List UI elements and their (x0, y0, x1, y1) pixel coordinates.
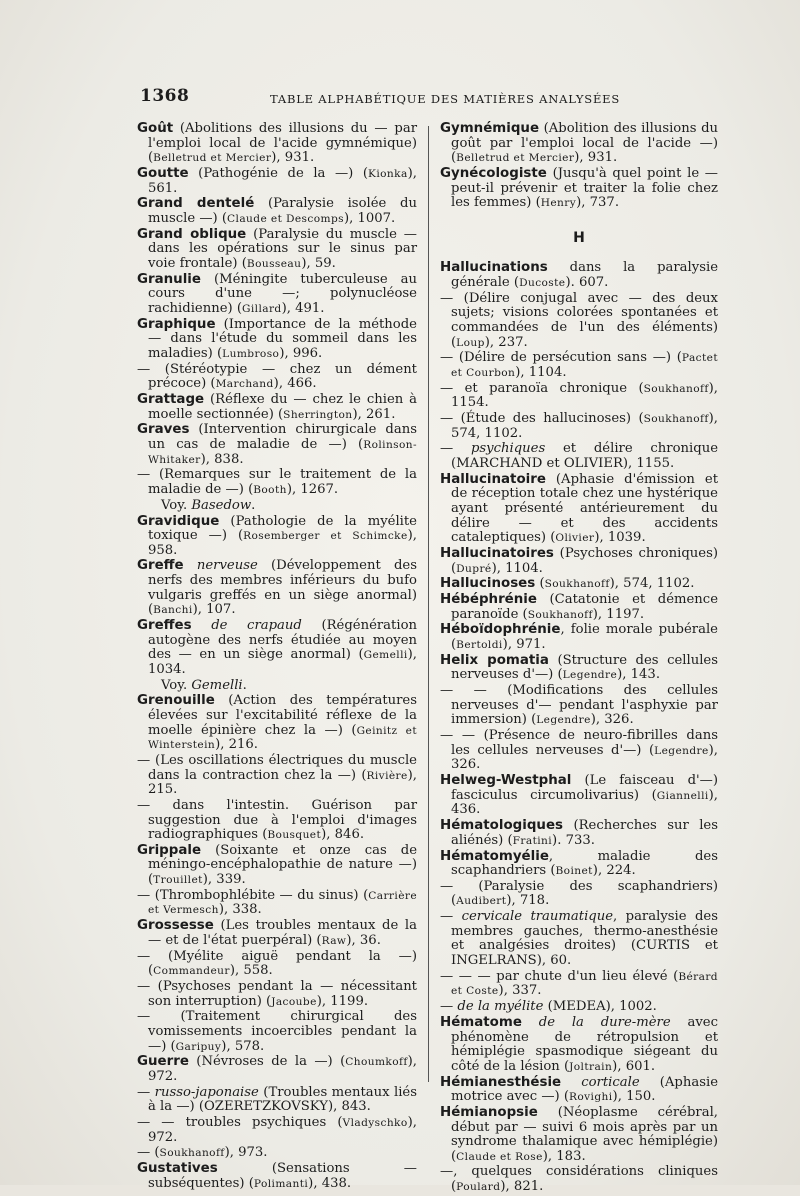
entry-italic-term: Basedow (191, 497, 252, 513)
entry-author: Choumkoff (345, 1056, 408, 1069)
entry-reference: ), 150. (612, 1089, 656, 1105)
entry-headword: Hallucinatoire (440, 471, 546, 487)
index-entry (440, 1076, 718, 1105)
index-entry (440, 880, 718, 909)
entry-text: — (Les oscillations électriques du muscle dans la contraction chez la —) ( (137, 752, 417, 783)
entry-reference: ), 846. (321, 827, 365, 843)
entry-author: Rovighi (569, 1091, 613, 1104)
entry-text: , maladie des scaphandriers ( (451, 848, 718, 879)
entry-author: Bousseau (246, 257, 302, 270)
entry-italic-term: cervicale traumatique (461, 909, 614, 925)
entry-author: Claude et Descomps (227, 212, 344, 225)
entry-italic-term: russo-japonaise (154, 1084, 259, 1100)
entry-reference: ). 607. (565, 274, 609, 290)
index-entry (137, 499, 417, 514)
entry-author: Giannelli (656, 789, 709, 802)
index-entry (137, 559, 417, 617)
index-entry (440, 382, 718, 411)
entry-author: Gillard (242, 302, 282, 315)
entry-headword: Graphique (137, 316, 216, 332)
entry-author: Claude et Rose (456, 1150, 543, 1163)
entry-text: (Réflexe du — chez le chien à moelle sectionnée) ( (148, 392, 417, 422)
entry-text: — (Étude des hallucinoses) ( (440, 411, 644, 427)
entry-author: Legendre (562, 669, 618, 682)
entry-author: Olivier (555, 532, 595, 545)
index-entry (440, 473, 718, 546)
entry-author: Boinet (555, 865, 593, 878)
entry-author: Soukhanoff (544, 578, 610, 591)
index-entry (440, 167, 718, 211)
entry-text: (Catatonie et démence paranoïde ( (451, 592, 718, 622)
index-entry (137, 1116, 417, 1145)
entry-text: (Psychoses chroniques) ( (451, 545, 718, 576)
index-entry (137, 1162, 417, 1191)
entry-author: Garipuy (175, 1040, 222, 1053)
entry-text: — et paranoïa chronique ( (440, 380, 644, 396)
entry-headword: Grand oblique (137, 226, 247, 242)
index-entry (137, 889, 417, 918)
entry-text: (Importance de la méthode — dans l'étude du sommeil dans les maladies) ( (148, 316, 417, 361)
entry-author: Jacoube (271, 995, 317, 1008)
index-entry (440, 593, 718, 622)
index-entry (440, 1016, 718, 1074)
entry-author: Polimanti (253, 1177, 309, 1190)
entry-headword: Hallucinoses (440, 576, 536, 592)
entry-text: — ( (137, 1145, 160, 1161)
entry-reference: ), 338. (218, 902, 262, 918)
index-entry (137, 122, 417, 166)
entry-headword: Hématomyélie (440, 848, 549, 864)
entry-author: Legendre (536, 714, 591, 727)
entry-author: Pactet et Courbon (451, 352, 718, 379)
index-entry (440, 970, 718, 999)
entry-reference: ), 578. (221, 1038, 265, 1054)
index-entry (137, 393, 417, 422)
entry-text: — (137, 1084, 155, 1100)
entry-text: (Abolition des illusions du goût par l'emploi local de l'acide —) ( (451, 121, 718, 166)
entry-reference: ), 183. (542, 1148, 586, 1164)
entry-text: — (Thrombophlébite — du sinus) ( (137, 887, 369, 903)
entry-reference: ), 821. (500, 1179, 544, 1195)
entry-headword: Goutte (137, 165, 189, 181)
index-entry (137, 694, 417, 752)
entry-author: Soukhanoff (643, 413, 709, 426)
entry-reference: ), 1197. (592, 606, 645, 622)
entry-headword: Hémianopsie (440, 1104, 538, 1120)
entry-text: (Aphasie d'émission et de réception totale chez une hystérique ayant présenté antérieurement du délire — et des accidents cataleptiques) ( (451, 471, 718, 546)
section-letter-h: H (573, 229, 585, 246)
entry-text: (Recherches sur les aliénés) ( (451, 818, 718, 848)
entry-text: Voy. (161, 497, 192, 513)
entry-headword: Grenouille (137, 693, 215, 709)
entry-headword: Helix pomatia (440, 652, 549, 668)
entry-reference: ), 326. (451, 742, 718, 773)
entry-author: Raw (321, 934, 347, 947)
index-entry (137, 679, 417, 694)
entry-author: Poulard (456, 1181, 501, 1194)
entry-text: — (Remarques sur le traitement de la maladie de —) ( (137, 467, 417, 497)
entry-reference: ), 491. (281, 300, 325, 316)
index-entry (137, 754, 417, 798)
index-entry (137, 468, 417, 497)
entry-author: Audibert (456, 895, 507, 908)
entry-text: — (440, 441, 471, 457)
index-entry (440, 1106, 718, 1164)
entry-reference: ), 1104. (515, 364, 567, 380)
entry-reference: ), 1199. (316, 993, 369, 1009)
index-entry (440, 577, 718, 592)
entry-author: Carrière et Vermesch (148, 889, 417, 917)
index-entry (440, 412, 718, 441)
entry-reference: ), 224. (592, 863, 636, 879)
entry-headword: Grattage (137, 392, 205, 407)
entry-author: Booth (253, 483, 287, 496)
entry-reference: ), 972. (148, 1115, 417, 1145)
entry-headword: Grossesse (137, 918, 214, 934)
entry-reference: ), 438. (308, 1175, 352, 1191)
entry-reference: ), 237. (484, 334, 528, 350)
entry-text: (Le faisceau d'—) fasciculus circumolivarius) ( (451, 773, 718, 803)
index-entry (137, 515, 417, 559)
column-divider (428, 126, 429, 1082)
entry-text: — (440, 999, 458, 1015)
index-entry (440, 774, 718, 818)
entry-reference: ), 931. (574, 150, 618, 166)
index-entry (440, 819, 718, 848)
entry-author: Trouillet (153, 874, 203, 887)
entry-qualifier: de crapaud (191, 618, 302, 634)
entry-reference: . (251, 497, 256, 513)
index-entry (137, 1055, 417, 1084)
entry-author: Lumbroso (222, 347, 280, 360)
entry-text: (Soixante et onze cas de méningo-encéphalopathie de nature —) ( (148, 842, 417, 888)
entry-headword: Gynécologiste (440, 165, 547, 181)
entry-headword: Grand dentelé (137, 196, 255, 212)
index-entry (137, 1146, 417, 1161)
entry-author: Gemelli (363, 649, 408, 662)
entry-text: , folie morale pubérale ( (451, 622, 718, 653)
entry-reference: et délire chronique (MARCHAND et OLIVIER), 1155. (451, 441, 718, 471)
entry-reference: ), 261. (352, 406, 396, 422)
entry-headword: Gymnémique (440, 121, 540, 136)
index-entry (137, 318, 417, 362)
entry-headword: Graves (137, 422, 190, 438)
running-title: TABLE ALPHABÉTIQUE DES MATIÈRES ANALYSÉES (270, 92, 621, 106)
entry-author: Bérard et Coste (451, 970, 718, 998)
entry-reference: ), 216. (215, 737, 258, 753)
page-number: 1368 (140, 86, 190, 106)
entry-reference: (Troubles mentaux liés à la —) (OZERETZKOVSKY), 843. (148, 1084, 417, 1115)
entry-text: (Paralysie isolée du muscle —) ( (148, 196, 417, 226)
entry-author: Rolinson-Whitaker (148, 438, 417, 466)
entry-text: — (Traitement chirurgical des vomissements incoercibles pendant la —) ( (137, 1009, 417, 1054)
entry-text: — (Myélite aiguë pendant la —) ( (137, 948, 417, 979)
entry-text: (Aphasie motrice avec —) ( (451, 1074, 718, 1105)
entry-text: — (Stéréotypie — chez un dément précoce) ( (137, 361, 417, 392)
entry-reference: ), 973. (224, 1145, 268, 1161)
entry-headword: Hématologiques (440, 818, 564, 834)
entry-text: (Action des températures élevées sur l'excitabilité réflexe de la moelle épinière chez la —) ( (148, 693, 417, 738)
index-entry (440, 442, 718, 471)
entry-author: Vladyschko (342, 1117, 408, 1130)
entry-text: (Développement des nerfs des membres inférieurs du bufo vulgaris greffés en un siège anormal) ( (148, 558, 417, 618)
entry-text: Voy. (161, 677, 192, 693)
entry-author: Soukhanoff (159, 1147, 225, 1160)
entry-reference: ), 337. (498, 983, 542, 999)
entry-italic-term: de la myélite (457, 999, 544, 1015)
entry-text: — — troubles psychiques ( (137, 1115, 343, 1131)
entry-text: — (Paralysie des scaphandriers) ( (440, 878, 718, 909)
entry-author: Commandeur (153, 965, 230, 978)
entry-text: (Névroses de la —) ( (188, 1054, 346, 1070)
entry-text: (Structure des cellules nerveuses d'—) ( (451, 652, 719, 683)
entry-text: (Pathologie de la myélite toxique —) ( (148, 513, 417, 544)
index-entry (440, 547, 718, 576)
entry-headword: Héboïdophrénie (440, 622, 561, 638)
index-entry (440, 623, 718, 652)
entry-text: (Paralysie du muscle — dans les opérations sur le sinus par voie frontale) ( (148, 226, 417, 271)
entry-reference: ). 733. (552, 832, 595, 848)
entry-headword: Hématome (440, 1014, 522, 1030)
entry-author: Geinitz et Winterstein (148, 724, 417, 752)
entry-author: Legendre (654, 744, 709, 757)
index-entry (137, 423, 417, 467)
entry-text: — — — par chute d'un lieu élevé ( (440, 968, 679, 984)
entry-reference: ), 215. (148, 767, 417, 798)
entry-text: — (440, 909, 462, 925)
entry-reference: ), 107. (192, 602, 236, 618)
entry-author: Bousquet (267, 829, 322, 842)
index-entry (137, 1010, 417, 1054)
index-entry (137, 1086, 417, 1115)
index-entry (137, 197, 417, 226)
entry-author: Soukhanoff (527, 608, 593, 621)
index-entry (137, 919, 417, 948)
entry-qualifier: corticale (561, 1074, 640, 1090)
entry-headword: Hébéphrénie (440, 592, 537, 608)
entry-reference: ), 1034. (148, 647, 417, 677)
index-entry (440, 122, 718, 166)
entry-reference: ), 339. (202, 872, 246, 888)
entry-text: — dans l'intestin. Guérison par suggestion due à l'emploi d'images radiographiques ( (137, 797, 417, 843)
entry-headword: Hémianesthésie (440, 1074, 562, 1090)
entry-author: Henry (540, 197, 577, 210)
entry-reference: ), 971. (502, 637, 546, 653)
entry-reference: ), 143. (617, 667, 661, 683)
index-entry (440, 910, 718, 968)
entry-author: Rosemberger et Schimcke (243, 530, 408, 543)
entry-reference: ), 838. (200, 451, 244, 467)
index-entry (440, 654, 718, 683)
entry-reference: ), 1039. (594, 530, 646, 546)
entry-headword: Greffes (137, 618, 192, 634)
entry-author: Loup (456, 336, 485, 349)
entry-reference: ), 1154. (451, 380, 718, 411)
entry-reference: ), 59. (301, 255, 336, 271)
entry-headword: Greffe (137, 558, 184, 574)
index-entry (137, 844, 417, 888)
entry-text: avec phénomène de rétropulsion et hémiplégie spasmodique siégeant du côté de la lésion ( (451, 1014, 718, 1074)
entry-text: — (Psychoses pendant la — nécessitant son interruption) ( (137, 978, 417, 1009)
entry-reference: ), 466. (273, 376, 317, 392)
entry-qualifier: nerveuse (183, 558, 258, 574)
entry-qualifier: de la dure-mère (521, 1014, 671, 1030)
entry-reference: ), 574, 1102. (609, 576, 695, 592)
index-entry (137, 950, 417, 979)
entry-text: (Les troubles mentaux de la — et de l'état puerpéral) ( (148, 918, 417, 948)
entry-author: Soukhanoff (643, 382, 709, 395)
entry-headword: Hallucinatoires (440, 545, 554, 561)
index-entry (440, 729, 718, 773)
index-entry (440, 1000, 718, 1015)
entry-text: — — (Modifications des cellules nerveuses d'— pendant l'asphyxie par immersion) ( (440, 683, 718, 728)
entry-reference: ), 574, 1102. (451, 411, 718, 441)
entry-reference: ), 718. (506, 893, 550, 909)
entry-text: (Régénération autogène des nerfs étudiée au moyen des — en un siège anormal) ( (148, 618, 417, 663)
index-entry (440, 1165, 718, 1194)
entry-headword: Grippale (137, 842, 202, 858)
entry-reference: ), 1104. (491, 560, 543, 576)
entry-author: Marchand (215, 378, 274, 391)
index-entry (137, 273, 417, 317)
entry-text: — (Délire de persécution sans —) ( (440, 350, 682, 366)
entry-author: Sherrington (283, 408, 353, 421)
index-entry (137, 619, 417, 677)
entry-reference: ), 436. (451, 787, 718, 818)
entry-author: Rivière (366, 769, 408, 782)
entry-text: (Intervention chirurgicale dans un cas de maladie de —) ( (148, 422, 417, 452)
entry-author: Belletrud et Mercier (153, 152, 272, 165)
entry-text: dans la paralysie générale ( (451, 260, 718, 290)
entry-reference: , paralysie des membres gauches, thermo-anesthésie et analgésies droites) (CURTIS et INGELRANS), 60. (451, 909, 718, 969)
entry-text: —, quelques considérations cliniques ( (440, 1164, 718, 1195)
entry-text: (Pathogénie de la —) ( (188, 165, 369, 181)
entry-author: Kionka (368, 167, 408, 180)
entry-text: (Néoplasme cérébral, début par — suivi 6 mois après par un syndrome thalamique avec hémiplégie) ( (451, 1104, 718, 1164)
entry-reference: ), 737. (576, 195, 620, 211)
entry-headword: Gustatives (137, 1161, 218, 1177)
entry-text: (Abolitions des illusions du — par l'emploi local de l'acide gymnémique) ( (148, 121, 417, 166)
index-entry (440, 850, 718, 879)
entry-text: (Jusqu'à quel point le — peut-il prévenir et traiter la folie chez les femmes) ( (451, 165, 718, 211)
index-entry (137, 363, 417, 392)
entry-author: Fratini (512, 834, 553, 847)
index-entry (440, 292, 718, 350)
entry-reference: ), 972. (148, 1054, 417, 1084)
entry-reference: ), 326. (590, 712, 634, 728)
entry-reference: ), 931. (271, 150, 315, 166)
index-group-g-continued (440, 122, 718, 211)
entry-headword: Granulie (137, 271, 201, 287)
index-entry (440, 684, 718, 728)
index-group-h (440, 261, 718, 1194)
entry-text: (Méningite tuberculeuse au cours d'une —; polynucléose rachidienne) ( (148, 271, 417, 316)
entry-author: Banchi (153, 604, 193, 617)
entry-text: — (Délire conjugal avec — des deux sujets; visions colorées spontanées et commandées de l'un des éléments) ( (440, 290, 718, 350)
index-entry (137, 167, 417, 196)
entry-text: — — (Présence de neuro-fibrilles dans les cellules nerveuses d'—) ( (440, 728, 718, 758)
entry-author: Ducoste (519, 276, 566, 289)
index-entry (137, 799, 417, 843)
entry-reference: ), 1267. (286, 481, 339, 497)
index-column-right (440, 122, 718, 1196)
entry-author: Bertoldi (456, 639, 503, 652)
index-entry (137, 228, 417, 272)
index-entry (137, 980, 417, 1009)
entry-headword: Gravidique (137, 513, 220, 529)
entry-reference: . (242, 677, 247, 693)
entry-reference: ), 36. (346, 932, 381, 948)
entry-headword: Hallucinations (440, 260, 548, 276)
index-entry (440, 261, 718, 290)
entry-reference: (MEDEA), 1002. (543, 999, 657, 1015)
index-column-left (137, 122, 417, 1193)
entry-reference: ), 601. (612, 1058, 656, 1074)
entry-text: ( (535, 576, 545, 592)
entry-italic-term: Gemelli (191, 677, 243, 693)
entry-author: Dupré (456, 562, 492, 575)
entry-author: Joltrain (569, 1060, 613, 1073)
entry-text: (Sensations — subséquentes) ( (148, 1161, 417, 1191)
entry-reference: ), 958. (148, 528, 417, 558)
entry-headword: Goût (137, 121, 174, 136)
entry-headword: Helweg-Westphal (440, 773, 572, 789)
entry-reference: ), 1007. (343, 210, 396, 226)
entry-reference: ), 561. (148, 165, 417, 196)
entry-headword: Guerre (137, 1054, 189, 1070)
entry-reference: ), 996. (279, 345, 323, 361)
index-entry (440, 351, 718, 380)
entry-reference: ), 558. (229, 963, 273, 979)
entry-italic-term: psychiques (470, 441, 546, 457)
entry-author: Belletrud et Mercier (456, 152, 575, 165)
